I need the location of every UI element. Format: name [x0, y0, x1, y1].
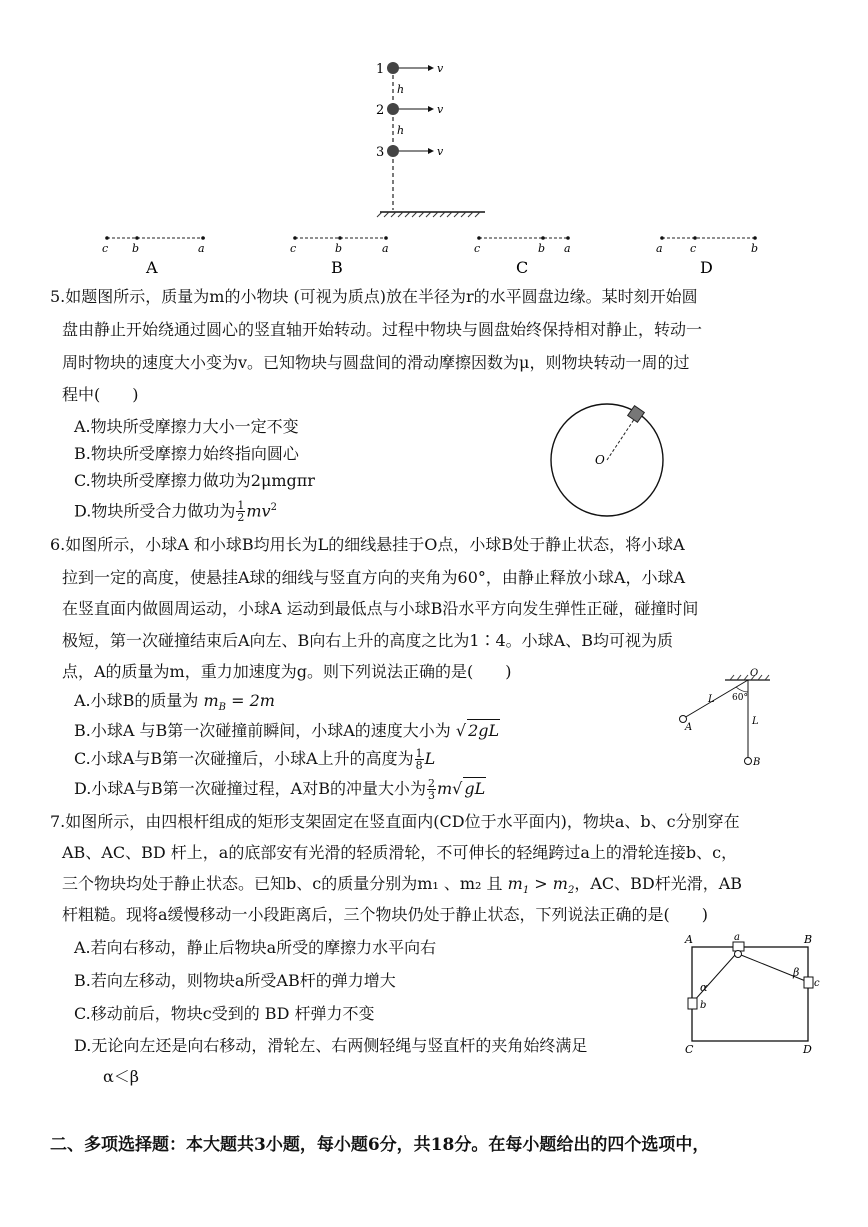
q7-option-a: A.若向右移动，静止后物块a所受的摩擦力水平向右 [74, 938, 437, 957]
label-a: A [685, 722, 693, 733]
option-figure-d [650, 228, 775, 278]
point-c: c [102, 242, 109, 255]
q7-option-d-cont: α＜β [103, 1067, 140, 1086]
q6-option-a: A.小球B的质量为 $m_B = 2m$ [74, 691, 275, 714]
height-label-1: h [397, 83, 405, 96]
point-b: b [132, 242, 140, 255]
q5-line-1: 5.如题图所示，质量为m的小物块 (可视为质点)放在半径为r的水平圆盘边缘。某时刻开始圆 [50, 287, 698, 306]
q5-option-c: C.物块所受摩擦力做功为2μmgπr [74, 471, 315, 490]
q7-line-3: 三个物块均处于静止状态。已知b、c的质量分别为m₁ 、m₂ 且 $m_1 > m_2$，AC、BD杆光滑，AB [62, 874, 743, 897]
q6-option-c: C.小球A与B第一次碰撞后，小球A上升的高度为 $\frac{1}{8}$ L [74, 747, 436, 772]
q7-option-d: D.无论向左还是向右移动，滑轮左、右两侧轻绳与竖直杆的夹角始终满足 [74, 1036, 588, 1055]
q5-line-4: 程中( ) [62, 385, 139, 404]
projectile-balls-figure [360, 55, 500, 220]
q5-option-d-text: D.物块所受合力做功为 [74, 501, 236, 521]
ball-3 [387, 145, 434, 157]
ball-label-1: 1 [376, 62, 385, 77]
height-label-2: h [397, 124, 405, 137]
q7-line-4: 杆粗糙。现将a缓慢移动一小段距离后，三个物块仍处于静止状态，下列说法正确的是( ) [62, 905, 709, 924]
q5-option-d: D.物块所受合力做功为 $\frac{1}{2}$ $mv^2$ [74, 499, 277, 525]
q5-option-a: A.物块所受摩擦力大小一定不变 [74, 417, 299, 436]
q6-line-3: 在竖直面内做圆周运动，小球A 运动到最低点与小球B沿水平方向发生弹性正碰，碰撞时间 [62, 599, 699, 618]
point-a: a [656, 242, 663, 255]
q6-line-5: 点，A的质量为m，重力加速度为g。则下列说法正确的是( ) [62, 662, 512, 681]
center-label: O [595, 453, 605, 467]
point-b: b [538, 242, 546, 255]
q7-line-3-suffix: ，AC、BD杆光滑，AB [574, 874, 743, 893]
q6-option-a-text: A.小球B的质量为 [74, 691, 199, 710]
q6-option-d: D.小球A与B第一次碰撞过程，A对B的冲量大小为 $\frac{2}{3}$ m√ gL [74, 777, 486, 802]
q6-option-b-text: B.小球A 与B第一次碰撞前瞬间，小球A的速度大小为 [74, 721, 451, 740]
option-figure-a [95, 228, 220, 278]
point-c: c [290, 242, 297, 255]
pendulum-figure [670, 668, 780, 773]
ball-label-3: 3 [376, 145, 385, 160]
q6-line-1: 6.如图所示，小球A 和小球B均用长为L的细线悬挂于O点，小球B处于静止状态，将小球A [50, 535, 685, 554]
point-c: c [474, 242, 481, 255]
ball-label-2: 2 [376, 103, 385, 118]
velocity-label-2: v [437, 103, 444, 116]
q5-option-b: B.物块所受摩擦力始终指向圆心 [74, 444, 299, 463]
q6-option-c-text: C.小球A与B第一次碰撞后，小球A上升的高度为 [74, 749, 414, 768]
q7-line-2: AB、AC、BD 杆上，a的底部安有光滑的轻质滑轮，不可伸长的轻绳跨过a上的滑轮连接b、c， [62, 843, 738, 862]
point-c: c [690, 242, 697, 255]
q7-option-c: C.移动前后，物块c受到的 BD 杆弹力不变 [74, 1004, 375, 1023]
q7-line-1: 7.如图所示，由四根杆组成的矩形支架固定在竖直面内(CD位于水平面内)，物块a、b、c分别穿在 [50, 812, 740, 831]
label-beta: β [793, 966, 800, 979]
velocity-label-3: v [437, 145, 444, 158]
q5-line-2: 盘由静止开始绕通过圆心的竖直轴开始转动。过程中物块与圆盘始终保持相对静止，转动一 [62, 320, 703, 339]
label-corner-a: A [685, 933, 693, 946]
caption-d: D [700, 258, 713, 277]
label-alpha: α [700, 981, 708, 994]
point-b: b [335, 242, 343, 255]
q7-option-b: B.若向左移动，则物块a所受AB杆的弹力增大 [74, 971, 396, 990]
rotating-disk-figure [545, 398, 670, 523]
angle-label: 60° [732, 693, 748, 703]
option-figure-c [467, 228, 592, 278]
ball-2 [387, 103, 434, 115]
point-a: a [564, 242, 571, 255]
label-block-c: c [814, 978, 820, 989]
caption-b: B [331, 258, 343, 277]
label-corner-d: D [803, 1043, 812, 1056]
option-figure-b [283, 228, 408, 278]
label-l-right: L [752, 716, 759, 727]
velocity-label-1: v [437, 62, 444, 75]
label-o: O [750, 668, 759, 679]
caption-c: C [516, 258, 529, 277]
q6-line-2: 拉到一定的高度，使悬挂A球的细线与竖直方向的夹角为60°，由静止释放小球A，小球A [62, 568, 686, 587]
point-a: a [198, 242, 205, 255]
q6-option-b: B.小球A 与B第一次碰撞前瞬间，小球A的速度大小为 √ 2gL [74, 721, 500, 740]
ball-1 [387, 62, 434, 74]
rectangle-frame-figure [683, 932, 823, 1057]
section-2-title: 二、多项选择题：本大题共3小题，每小题6分，共18分。在每小题给出的四个选项中， [50, 1135, 710, 1155]
label-block-b: b [700, 1000, 707, 1011]
point-a: a [382, 242, 389, 255]
q7-line-3-text: 三个物块均处于静止状态。已知b、c的质量分别为m₁ 、m₂ 且 [62, 874, 503, 893]
q6-option-d-text: D.小球A与B第一次碰撞过程，A对B的冲量大小为 [74, 779, 426, 798]
label-l-left: L [708, 694, 715, 705]
label-block-a: a [734, 932, 740, 943]
label-corner-b: B [804, 933, 813, 946]
label-b: B [753, 757, 761, 768]
q5-line-3: 周时物块的速度大小变为v。已知物块与圆盘间的滑动摩擦因数为μ，则物块转动一周的过 [62, 353, 690, 372]
label-corner-c: C [685, 1043, 694, 1056]
caption-a: A [146, 258, 158, 277]
point-b: b [751, 242, 759, 255]
q6-line-4: 极短，第一次碰撞结束后A向左、B向右上升的高度之比为1∶4。小球A、B均可视为质 [62, 631, 673, 650]
